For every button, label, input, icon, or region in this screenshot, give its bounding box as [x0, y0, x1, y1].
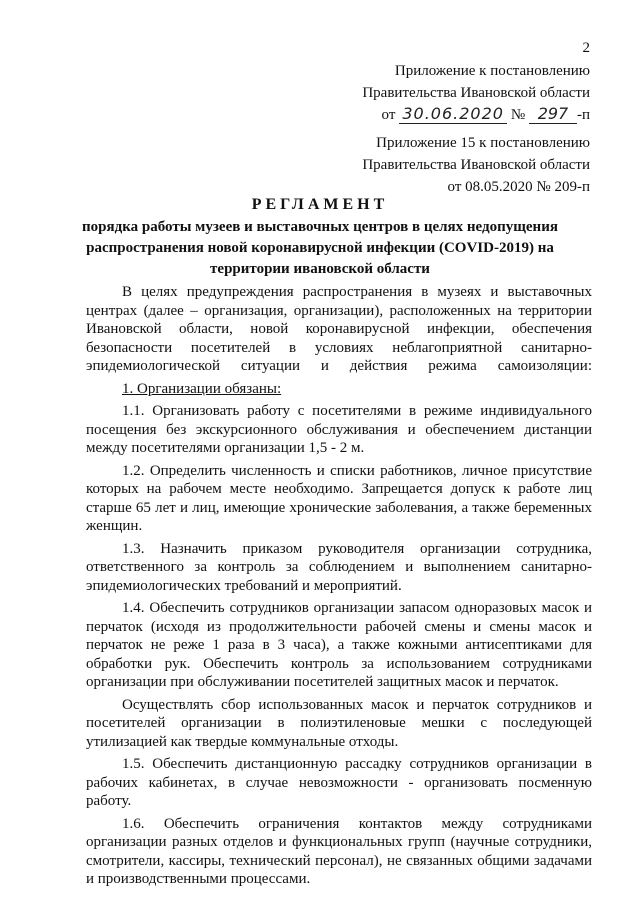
number-suffix: -п [576, 107, 590, 123]
page-number: 2 [582, 40, 590, 56]
document-title: РЕГЛАМЕНТ [251, 196, 389, 213]
appendix-original-line1: Приложение 15 к постановлению [376, 135, 590, 151]
section-heading: 1. Организации обязаны: [122, 380, 282, 397]
intro-paragraph: В целях предупреждения распространения в музеях и выставочных центрах (далее – организация, организации), расположенных на территории Ивановской области, новой коронавирусной инфекции, обеспечения безопасности посетителей в условиях неблагоприятной санитарно-эпидемиологической ситуации и действия режима самоизоляции: [86, 284, 592, 374]
date-prefix: от [381, 107, 396, 123]
paragraph-1-1: 1.1. Организовать работу с посетителями в режиме индивидуального посещения без экскурсионного обслуживания и обеспечением дистанции между посетителями организации 1,5 - 2 м. [86, 403, 592, 456]
appendix-original-block [362, 132, 590, 198]
handwritten-date: 30.06.2020 [399, 105, 507, 124]
appendix-original-line3: от 08.05.2020 № 209-п [447, 179, 590, 195]
appendix-current-line1: Приложение к постановлению [394, 63, 590, 79]
paragraph-1-4: 1.4. Обеспечить сотрудников организации запасом одноразовых масок и перчаток (исходя из продолжительности рабочей смены и смены масок и перчаток не реже 1 раза в 3 часа), а также кожными антисептиками для обработки рук. Обеспечить контроль за использованием сотрудниками организации при обслуживании посетителей защитных масок и перчаток. [86, 600, 592, 690]
paragraph-1-4-continued: Осуществлять сбор использованных масок и перчаток сотрудников и посетителей организации в полиэтиленовые мешки с последующей утилизацией как твердые коммунальные отходы. [86, 696, 592, 750]
appendix-original-line2: Правительства Ивановской области [362, 157, 590, 173]
paragraph-1-5: 1.5. Обеспечить дистанционную рассадку сотрудников организации в рабочих кабинетах, в случае невозможности - организовать посменную работу. [86, 756, 592, 809]
number-sign: № [510, 107, 526, 123]
handwritten-number: 297 [529, 105, 577, 124]
appendix-current-block [362, 60, 590, 126]
appendix-current-line2: Правительства Ивановской области [362, 85, 590, 101]
paragraph-1-3: 1.3. Назначить приказом руководителя организации сотрудника, ответственного за контроль за соблюдением и выполнением санитарно-эпидемиологических требований и мероприятий. [86, 540, 592, 594]
document-body [86, 283, 592, 893]
paragraph-1-6: 1.6. Обеспечить ограничения контактов между сотрудниками организации разных отделов и функциональных групп (научные сотрудники, смотрители, кассиры, технический персонал), не связанных общими задачами и производственными процессами. [86, 815, 592, 887]
appendix-current-date-line [362, 104, 590, 126]
document-subtitle: порядка работы музеев и выставочных центров в целях недопущения распространения новой коронавирусной инфекции (COVID-2019) на территории ивановской области [82, 219, 558, 277]
paragraph-1-2: 1.2. Определить численность и списки работников, личное присутствие которых на рабочем месте необходимо. Запрещается допуск к работе лиц старше 65 лет и лиц, имеющие хронические заболевания, а также беременных женщин. [86, 462, 592, 534]
